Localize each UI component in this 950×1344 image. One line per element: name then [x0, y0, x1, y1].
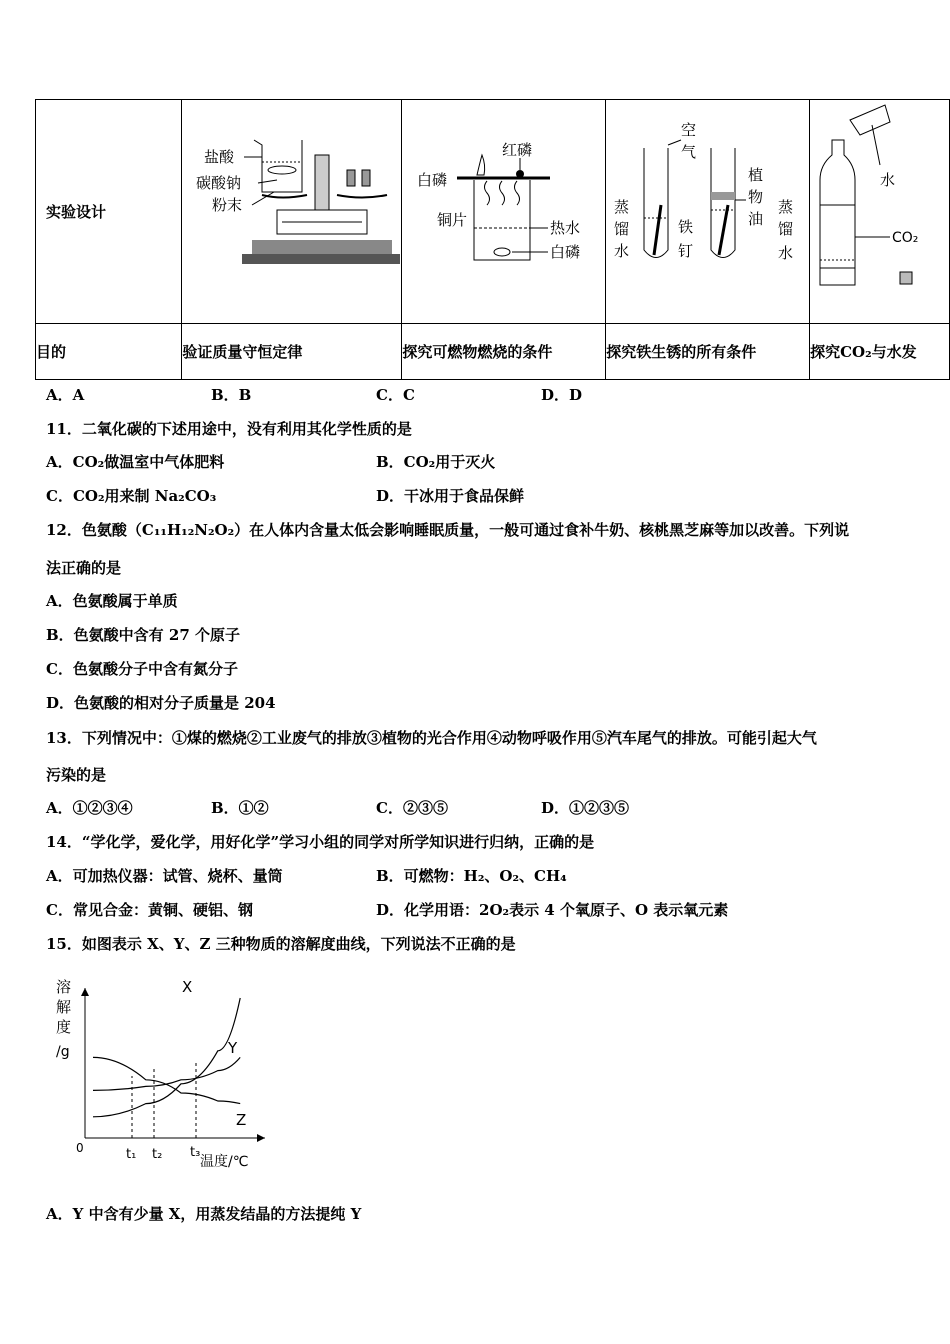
svg-text:物: 物: [748, 188, 764, 206]
label-white-phosphorus-bottom: 白磷: [550, 243, 581, 261]
svg-text:水: 水: [614, 242, 630, 260]
q11-option-a: A．CO₂做温室中气体肥料: [46, 453, 225, 471]
q13-option-d: D．①②③⑤: [541, 799, 630, 817]
q13-option-b: B．①②: [211, 799, 269, 817]
series-line-y: [93, 1057, 240, 1090]
label-na2co3: 碳酸钠: [196, 174, 242, 192]
diagram-rusting: [606, 100, 810, 324]
diagram-balance: [182, 100, 402, 324]
q15-stem: 15．如图表示 X、Y、Z 三种物质的溶解度曲线，下列说法不正确的是: [46, 935, 516, 953]
label-hot-water: 热水: [550, 219, 581, 237]
q11-option-d: D．干冰用于食品保鲜: [376, 487, 525, 505]
svg-text:油: 油: [748, 210, 764, 228]
row-label-design: 实验设计: [36, 100, 182, 324]
series-label-z: Z: [236, 1111, 247, 1129]
label-white-phosphorus-top: 白磷: [417, 171, 448, 189]
svg-text:空: 空: [681, 121, 697, 139]
x-tick-t2: t₂: [152, 1147, 163, 1162]
y-label-4: /g: [56, 1044, 70, 1060]
label-water: 水: [880, 171, 896, 189]
q10-option-c: C．C: [376, 386, 415, 404]
q13-option-a: A．①②③④: [46, 799, 133, 817]
q13-stem-line1: 13．下列情况中：①煤的燃烧②工业废气的排放③植物的光合作用④动物呼吸作用⑤汽车尾气的排放。可能引起大气: [46, 729, 817, 747]
svg-text:钉: 钉: [678, 242, 694, 260]
svg-text:水: 水: [778, 244, 794, 262]
label-co2: CO₂: [892, 230, 919, 246]
x-tick-t3: t₃: [190, 1145, 201, 1160]
q12-stem-line1: 12．色氨酸（C₁₁H₁₂N₂O₂）在人体内含量太低会影响睡眠质量，一般可通过食补牛奶、核桃黑芝麻等加以改善。下列说: [46, 521, 850, 539]
q11-option-c: C．CO₂用来制 Na₂CO₃: [46, 487, 217, 505]
y-label-2: 解: [56, 998, 72, 1016]
svg-text:气: 气: [681, 143, 697, 161]
q10-option-a: A．A: [46, 386, 85, 404]
series-label-x: X: [182, 978, 193, 996]
y-label-3: 度: [56, 1018, 72, 1036]
q15-option-a: A．Y 中含有少量 X，用蒸发结晶的方法提纯 Y: [46, 1205, 362, 1223]
x-tick-t1: t₁: [126, 1147, 137, 1162]
diagram-co2-bottle: [810, 100, 950, 324]
goal-4: 探究CO₂与水发: [810, 324, 950, 380]
q11-option-b: B．CO₂用于灭火: [376, 453, 496, 471]
q12-option-b: B．色氨酸中含有 27 个原子: [46, 626, 240, 644]
q10-option-d: D．D: [541, 386, 583, 404]
solubility-chart: [40, 970, 280, 1170]
q12-option-d: D．色氨酸的相对分子质量是 204: [46, 694, 276, 712]
svg-text:蒸: 蒸: [614, 198, 630, 216]
svg-text:馏: 馏: [778, 220, 794, 238]
label-hcl: 盐酸: [204, 148, 235, 166]
svg-text:馏: 馏: [614, 220, 630, 238]
q13-stem-line2: 污染的是: [46, 766, 107, 784]
diagram-combustion: [402, 100, 606, 324]
q14-stem: 14．“学化学，爱化学，用好化学”学习小组的同学对所学知识进行归纳，正确的是: [46, 833, 595, 851]
q14-option-a: A．可加热仪器：试管、烧杯、量筒: [46, 867, 283, 885]
svg-text:植: 植: [748, 166, 764, 184]
experiment-table: [35, 99, 950, 380]
x-axis-label: 温度/℃: [200, 1154, 249, 1170]
q14-option-d: D．化学用语：2O₂表示 4 个氧原子、O 表示氧元素: [376, 901, 729, 919]
origin-label: 0: [76, 1141, 84, 1155]
svg-text:蒸: 蒸: [778, 198, 794, 216]
row-label-goal: 目的: [36, 324, 182, 380]
q12-option-c: C．色氨酸分子中含有氮分子: [46, 660, 238, 678]
q12-stem-line2: 法正确的是: [46, 559, 122, 577]
q11-stem: 11．二氧化碳的下述用途中，没有利用其化学性质的是: [46, 420, 412, 438]
series-label-y: Y: [228, 1039, 238, 1057]
q14-option-b: B．可燃物：H₂、O₂、CH₄: [376, 867, 567, 885]
svg-text:铁: 铁: [678, 218, 694, 236]
q12-option-a: A．色氨酸属于单质: [46, 592, 178, 610]
label-powder: 粉末: [212, 196, 243, 214]
q10-option-b: B．B: [211, 386, 252, 404]
series-line-x: [93, 998, 240, 1117]
label-copper-plate: 铜片: [437, 211, 468, 229]
q13-option-c: C．②③⑤: [376, 799, 448, 817]
goal-2: 探究可燃物燃烧的条件: [402, 324, 606, 380]
y-label-1: 溶: [56, 978, 72, 996]
label-red-phosphorus: 红磷: [502, 141, 533, 159]
goal-1: 验证质量守恒定律: [182, 324, 402, 380]
q14-option-c: C．常见合金：黄铜、硬铝、钢: [46, 901, 253, 919]
goal-3: 探究铁生锈的所有条件: [606, 324, 810, 380]
